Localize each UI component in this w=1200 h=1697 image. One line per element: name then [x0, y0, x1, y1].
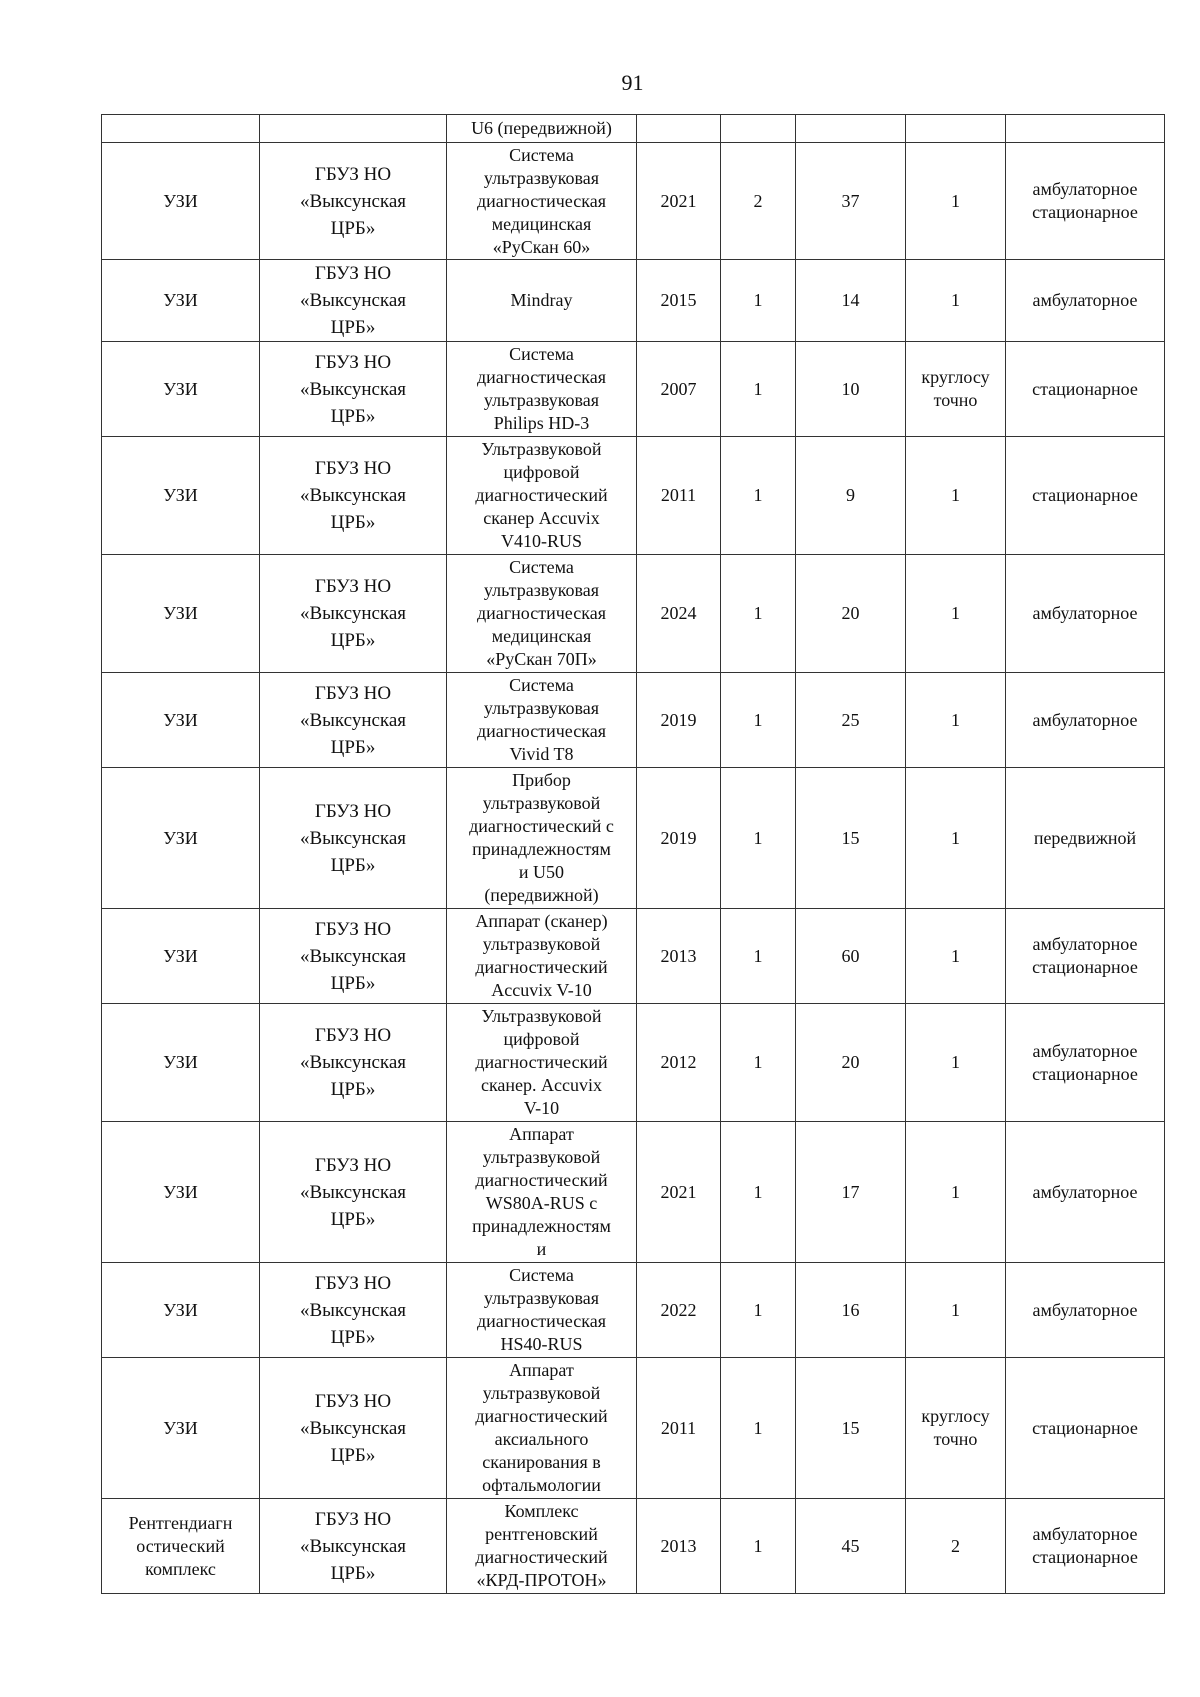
cell-type: УЗИ — [102, 1004, 260, 1122]
cell-shifts: 1 — [906, 673, 1006, 768]
cell-type: УЗИ — [102, 342, 260, 437]
cell-mode: стационарное — [1006, 342, 1165, 437]
table-row — [102, 143, 1165, 260]
cell-load: 9 — [796, 437, 906, 555]
table-row-continued — [102, 115, 1165, 143]
cell-load: 17 — [796, 1122, 906, 1263]
cell-year: 2013 — [637, 909, 721, 1004]
cell-mode: амбулаторное стационарное — [1006, 1499, 1165, 1594]
table-row — [102, 1358, 1165, 1499]
cell-org: ГБУЗ НО «Выксунская ЦРБ» — [260, 555, 447, 673]
cell-year — [637, 115, 721, 143]
table-row — [102, 437, 1165, 555]
cell-equipment: Система ультразвуковая диагностическая Vivid T8 — [447, 673, 637, 768]
cell-equipment: Прибор ультразвуковой диагностический с принадлежностям и U50 (передвижной) — [447, 768, 637, 909]
cell-year: 2011 — [637, 437, 721, 555]
cell-load: 37 — [796, 143, 906, 260]
cell-count: 1 — [721, 1263, 796, 1358]
cell-equipment: Аппарат ультразвуковой диагностический аксиального сканирования в офтальмологии — [447, 1358, 637, 1499]
table-row — [102, 1122, 1165, 1263]
cell-org: ГБУЗ НО «Выксунская ЦРБ» — [260, 260, 447, 342]
cell-org: ГБУЗ НО «Выксунская ЦРБ» — [260, 1358, 447, 1499]
cell-type: УЗИ — [102, 1122, 260, 1263]
cell-equipment: Комплекс рентгеновский диагностический «КРД-ПРОТОН» — [447, 1499, 637, 1594]
cell-year: 2021 — [637, 143, 721, 260]
cell-year: 2021 — [637, 1122, 721, 1263]
cell-load: 14 — [796, 260, 906, 342]
cell-shifts: 1 — [906, 1004, 1006, 1122]
cell-equipment: Mindray — [447, 260, 637, 342]
cell-year: 2012 — [637, 1004, 721, 1122]
cell-load: 60 — [796, 909, 906, 1004]
cell-load: 16 — [796, 1263, 906, 1358]
cell-count: 1 — [721, 909, 796, 1004]
cell-equipment: Аппарат (сканер) ультразвуковой диагностический Accuvix V-10 — [447, 909, 637, 1004]
cell-type: Рентгендиагн остический комплекс — [102, 1499, 260, 1594]
cell-shifts: 1 — [906, 768, 1006, 909]
cell-type: УЗИ — [102, 437, 260, 555]
cell-shifts: 1 — [906, 1263, 1006, 1358]
cell-equipment: Система диагностическая ультразвуковая Philips HD-3 — [447, 342, 637, 437]
table-row — [102, 768, 1165, 909]
cell-shifts: 1 — [906, 260, 1006, 342]
cell-type: УЗИ — [102, 909, 260, 1004]
cell-org: ГБУЗ НО «Выксунская ЦРБ» — [260, 1122, 447, 1263]
cell-shifts: круглосу точно — [906, 1358, 1006, 1499]
cell-org: ГБУЗ НО «Выксунская ЦРБ» — [260, 437, 447, 555]
cell-org: ГБУЗ НО «Выксунская ЦРБ» — [260, 1263, 447, 1358]
cell-mode: амбулаторное — [1006, 1122, 1165, 1263]
cell-shifts: 2 — [906, 1499, 1006, 1594]
table-row — [102, 673, 1165, 768]
cell-org: ГБУЗ НО «Выксунская ЦРБ» — [260, 342, 447, 437]
cell-shifts — [906, 115, 1006, 143]
table-row — [102, 1004, 1165, 1122]
cell-count: 1 — [721, 437, 796, 555]
equipment-table — [101, 114, 1165, 1594]
cell-year: 2013 — [637, 1499, 721, 1594]
cell-load: 15 — [796, 768, 906, 909]
cell-count: 2 — [721, 143, 796, 260]
cell-shifts: круглосу точно — [906, 342, 1006, 437]
table-row — [102, 909, 1165, 1004]
cell-year: 2022 — [637, 1263, 721, 1358]
cell-count: 1 — [721, 1499, 796, 1594]
cell-org: ГБУЗ НО «Выксунская ЦРБ» — [260, 1004, 447, 1122]
cell-shifts: 1 — [906, 437, 1006, 555]
cell-shifts: 1 — [906, 909, 1006, 1004]
table-row — [102, 1263, 1165, 1358]
cell-count: 1 — [721, 555, 796, 673]
cell-count: 1 — [721, 342, 796, 437]
cell-mode: амбулаторное стационарное — [1006, 143, 1165, 260]
cell-mode: амбулаторное — [1006, 1263, 1165, 1358]
cell-load: 25 — [796, 673, 906, 768]
cell-count: 1 — [721, 1004, 796, 1122]
table-row — [102, 555, 1165, 673]
cell-year: 2019 — [637, 673, 721, 768]
cell-org: ГБУЗ НО «Выксунская ЦРБ» — [260, 768, 447, 909]
cell-count: 1 — [721, 1358, 796, 1499]
cell-type — [102, 115, 260, 143]
cell-type: УЗИ — [102, 1358, 260, 1499]
cell-org: ГБУЗ НО «Выксунская ЦРБ» — [260, 673, 447, 768]
cell-year: 2011 — [637, 1358, 721, 1499]
cell-year: 2024 — [637, 555, 721, 673]
cell-equipment: U6 (передвижной) — [447, 115, 637, 143]
cell-type: УЗИ — [102, 673, 260, 768]
cell-load: 15 — [796, 1358, 906, 1499]
cell-mode — [1006, 115, 1165, 143]
cell-shifts: 1 — [906, 555, 1006, 673]
cell-equipment: Аппарат ультразвуковой диагностический WS80A-RUS с принадлежностям и — [447, 1122, 637, 1263]
cell-shifts: 1 — [906, 1122, 1006, 1263]
cell-equipment: Система ультразвуковая диагностическая медицинская «РуСкан 70П» — [447, 555, 637, 673]
cell-org: ГБУЗ НО «Выксунская ЦРБ» — [260, 909, 447, 1004]
cell-mode: стационарное — [1006, 437, 1165, 555]
cell-org — [260, 115, 447, 143]
cell-mode: амбулаторное стационарное — [1006, 1004, 1165, 1122]
table-row — [102, 260, 1165, 342]
cell-count: 1 — [721, 1122, 796, 1263]
cell-mode: амбулаторное — [1006, 555, 1165, 673]
cell-load: 45 — [796, 1499, 906, 1594]
cell-mode: передвижной — [1006, 768, 1165, 909]
cell-equipment: Система ультразвуковая диагностическая медицинская «РуСкан 60» — [447, 143, 637, 260]
cell-type: УЗИ — [102, 260, 260, 342]
cell-load: 20 — [796, 555, 906, 673]
cell-mode: амбулаторное стационарное — [1006, 909, 1165, 1004]
cell-shifts: 1 — [906, 143, 1006, 260]
cell-count: 1 — [721, 260, 796, 342]
cell-mode: стационарное — [1006, 1358, 1165, 1499]
table-row — [102, 1499, 1165, 1594]
cell-load — [796, 115, 906, 143]
cell-year: 2007 — [637, 342, 721, 437]
cell-mode: амбулаторное — [1006, 673, 1165, 768]
cell-equipment: Ультразвуковой цифровой диагностический сканер. Accuvix V-10 — [447, 1004, 637, 1122]
cell-year: 2015 — [637, 260, 721, 342]
cell-count: 1 — [721, 768, 796, 909]
cell-type: УЗИ — [102, 768, 260, 909]
cell-load: 10 — [796, 342, 906, 437]
cell-type: УЗИ — [102, 1263, 260, 1358]
table-row — [102, 342, 1165, 437]
cell-org: ГБУЗ НО «Выксунская ЦРБ» — [260, 143, 447, 260]
cell-count: 1 — [721, 673, 796, 768]
cell-mode: амбулаторное — [1006, 260, 1165, 342]
page-number: 91 — [621, 70, 644, 95]
cell-type: УЗИ — [102, 555, 260, 673]
cell-count — [721, 115, 796, 143]
cell-org: ГБУЗ НО «Выксунская ЦРБ» — [260, 1499, 447, 1594]
cell-type: УЗИ — [102, 143, 260, 260]
cell-equipment: Ультразвуковой цифровой диагностический сканер Accuvix V410-RUS — [447, 437, 637, 555]
cell-load: 20 — [796, 1004, 906, 1122]
cell-year: 2019 — [637, 768, 721, 909]
cell-equipment: Система ультразвуковая диагностическая HS40-RUS — [447, 1263, 637, 1358]
